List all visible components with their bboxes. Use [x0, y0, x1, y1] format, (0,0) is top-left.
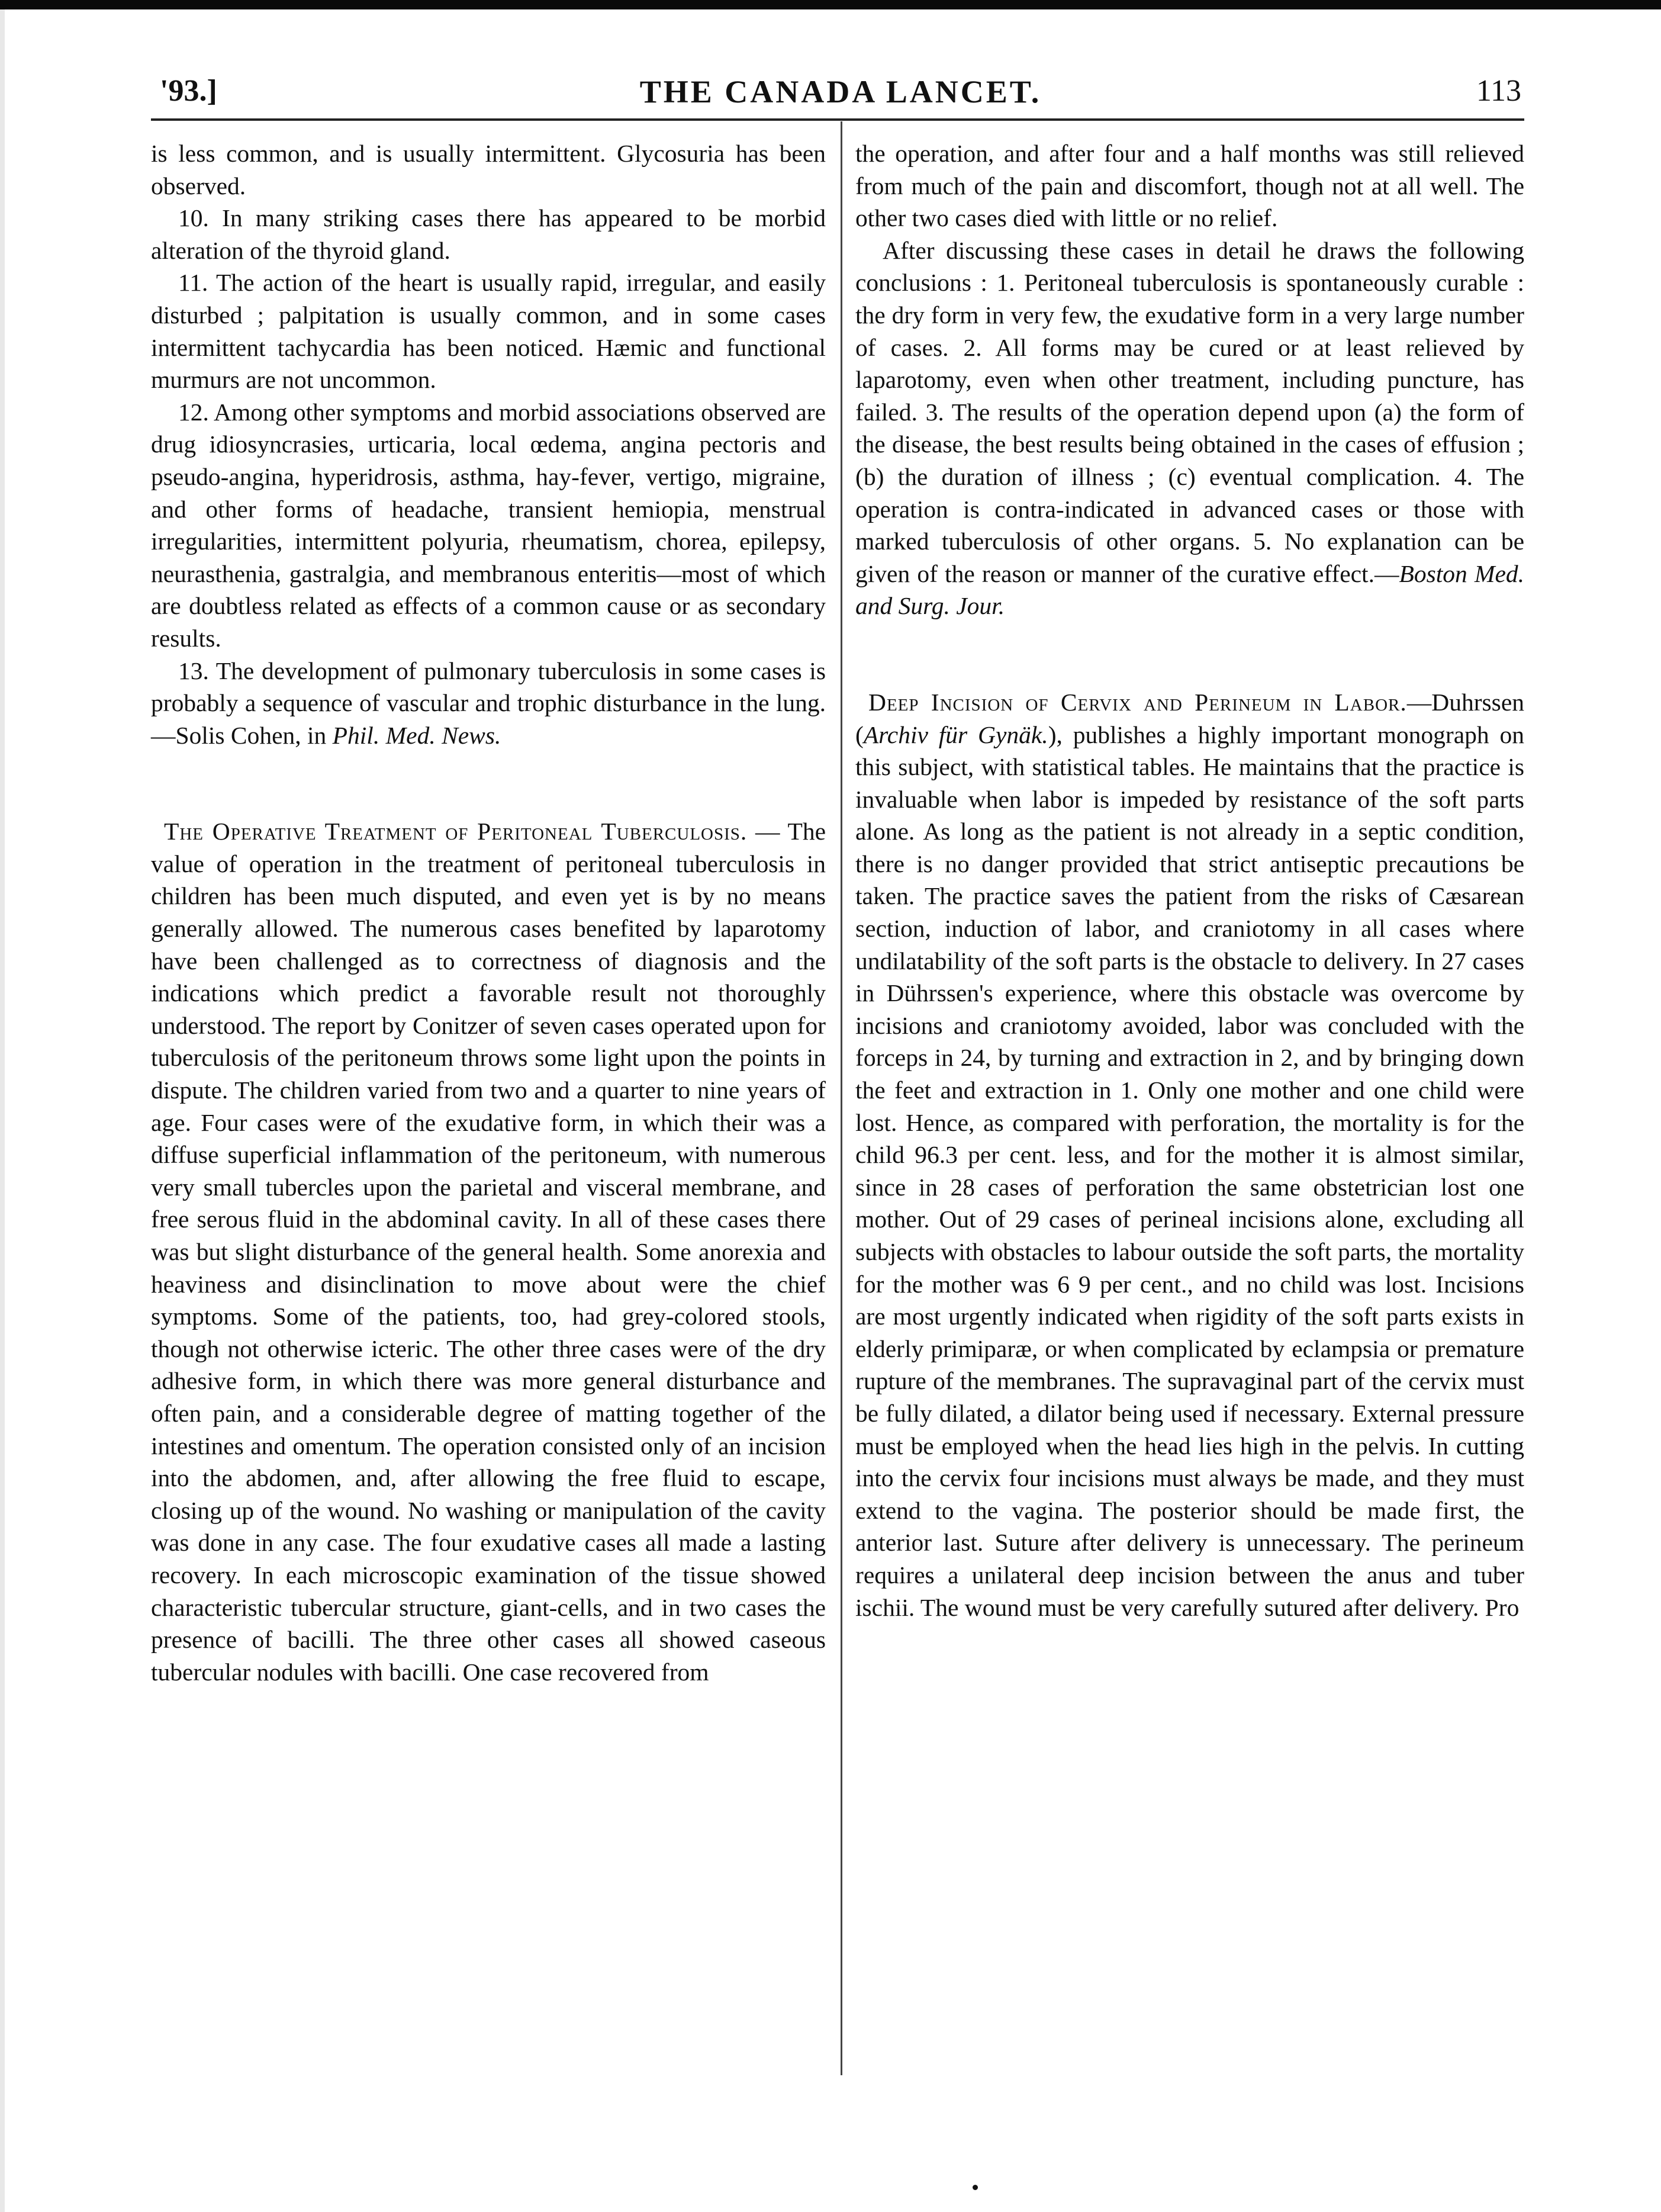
page-edge-shadow	[0, 0, 5, 2212]
numbered-point-12: 12. Among other symptoms and morbid associations observed are drug idiosyncrasies, urticaria, local œdema, angina pectoris and pseudo-angina, hyperidrosis, asthma, hay-fever, vertigo, migraine, and other forms of headache, transient hemiopia, menstrual irregularities, intermittent polyuria, rheumatism, chorea, epilepsy, neurasthenia, gastralgia, and membranous enteritis—most of which are doubtless related as effects of a common cause or as secondary results.	[151, 398, 826, 652]
article-heading: Deep Incision of Cervix and Perineum in Labor.	[868, 688, 1407, 716]
numbered-point-11: 11. The action of the heart is usually rapid, irregular, and easily disturbed ; palpitation is usually common, and in some cases intermittent tachycardia has been noticed. Hæmic and functional murmurs are not uncommon.	[151, 269, 826, 394]
paragraph-continued: is less common, and is usually intermittent. Glycosuria has been observed.	[151, 140, 826, 200]
running-header	[160, 71, 1521, 118]
column-divider	[841, 121, 842, 2075]
article-peritoneal-tuberculosis	[151, 815, 826, 1688]
article-body: ), publishes a highly important monograph on this subject, with statistical tables. He maintains that the practice is invaluable when labor is impeded by resistance of the soft parts alone. As long as the patient is not already in a septic condition, there is no danger provided that strict antiseptic precautions be taken. The practice saves the patient from the risks of Cæsarean section, induction of labor, and craniotomy in all cases where undilatability of the soft parts is the obstacle to delivery. In 27 cases in Dührssen's experience, where this obstacle was overcome by incisions and craniotomy avoided, labor was concluded with the forceps in 24, by turning and extraction in 2, and by bringing down the feet and extraction in 1. Only one mother and one child were lost. Hence, as compared with perforation, the mortality is for the child 96.3 per cent. less, and for the mother it is almost similar, since in 28 cases of perforation the same obstetrician lost one mother. Out of 29 cases of perineal incisions alone, excluding all subjects with obstacles to labour outside the soft parts, the mortality for the mother was 6 9 per cent., and no child was lost. Incisions are most urgently indicated when rigidity of the soft parts exists in elderly primiparæ, or when complicated by eclampsia or premature rupture of the membranes. The supravaginal part of the cervix must be fully dilated, a dilator being used if necessary. External pressure must be employed when the head lies high in the pelvis. In cutting into the cervix four incisions must always be made, and they must extend to the vagina. The posterior should be made first, the anterior last. Suture after delivery is unnecessary. The perineum requires a unilateral deep incision between the anus and tuber ischii. The wound must be very carefully sutured after delivery. Pro	[855, 721, 1524, 1621]
left-column	[151, 137, 826, 1688]
numbered-point-10: 10. In many striking cases there has appeared to be morbid alteration of the thyroid gland.	[151, 204, 826, 264]
page-number: 113	[1476, 74, 1521, 108]
print-speck	[973, 2185, 978, 2190]
journal-title: THE CANADA LANCET.	[639, 74, 1042, 110]
section-gap	[151, 751, 826, 815]
paragraph-continued: the operation, and after four and a half months was still relieved from much of the pain and discomfort, though not at all well. The other two cases died with little or no relief.	[855, 140, 1524, 232]
header-rule	[151, 118, 1524, 121]
conclusions-paragraph	[855, 234, 1524, 622]
header-year: '93.]	[160, 74, 217, 108]
citation-source: Phil. Med. News.	[332, 721, 501, 749]
article-author: —Duhrssen (	[855, 688, 1524, 748]
article-body: — The value of operation in the treatment of peritoneal tuberculosis in children has been much disputed, and even yet is by no means generally allowed. The numerous cases benefited by laparotomy have been challenged as to correctness of diagnosis and the indications which predict a favorable result not thoroughly understood. The report by Conitzer of seven cases operated upon for tuberculosis of the peritoneum throws some light upon the points in dispute. The children varied from two and a quarter to nine years of age. Four cases were of the exudative form, in which their was a diffuse superficial inflammation of the peritoneum, with numerous very small tubercles upon the parietal and visceral membrane, and free serous fluid in the abdominal cavity. In all of these cases there was but slight disturbance of the general health. Some anorexia and heaviness and disinclination to move about were the chief symptoms. Some of the patients, too, had grey-colored stools, though not otherwise icteric. The other three cases were of the dry adhesive form, in which there was more general disturbance and often pain, and a considerable degree of matting together of the intestines and omentum. The operation consisted only of an incision into the abdomen, and, after allowing the free fluid to escape, closing up of the wound. No washing or manipulation of the cavity was done in any case. The four exudative cases all made a lasting recovery. In each microscopic examination of the tissue showed characteristic tubercular structure, giant-cells, and in two cases the presence of bacilli. The three other cases all showed caseous tubercular nodules with bacilli. One case recovered from	[151, 818, 826, 1686]
article-heading: The Operative Treatment of Peritoneal Tuberculosis.	[164, 818, 748, 845]
journal-reference: Archiv für Gynäk.	[863, 721, 1048, 748]
conclusions-text: After discussing these cases in detail he draws the following conclusions : 1. Peritoneal tuberculosis is spontaneously curable : the dry form in very few, the exudative form in a very large number of cases. 2. All forms may be cured or at least relieved by laparotomy, even when other treatment, including puncture, has failed. 3. The results of the operation depend upon (a) the form of the disease, the best results being obtained in the cases of effusion ; (b) the duration of illness ; (c) eventual complication. 4. The operation is contra-indicated in advanced cases or those with marked tuberculosis of other organs. 5. No explanation can be given of the reason or manner of the curative effect.—	[855, 236, 1524, 587]
point-13-text: 13. The development of pulmonary tuberculosis in some cases is probably a sequence of vascular and trophic disturbance in the lung.—Solis Cohen, in	[151, 657, 826, 749]
section-gap	[855, 622, 1524, 686]
top-border	[0, 0, 1661, 9]
article-deep-incision	[855, 686, 1524, 1623]
numbered-point-13	[151, 655, 826, 752]
citation-source: Boston Med. and Surg. Jour.	[855, 560, 1524, 620]
right-column	[855, 137, 1524, 1623]
